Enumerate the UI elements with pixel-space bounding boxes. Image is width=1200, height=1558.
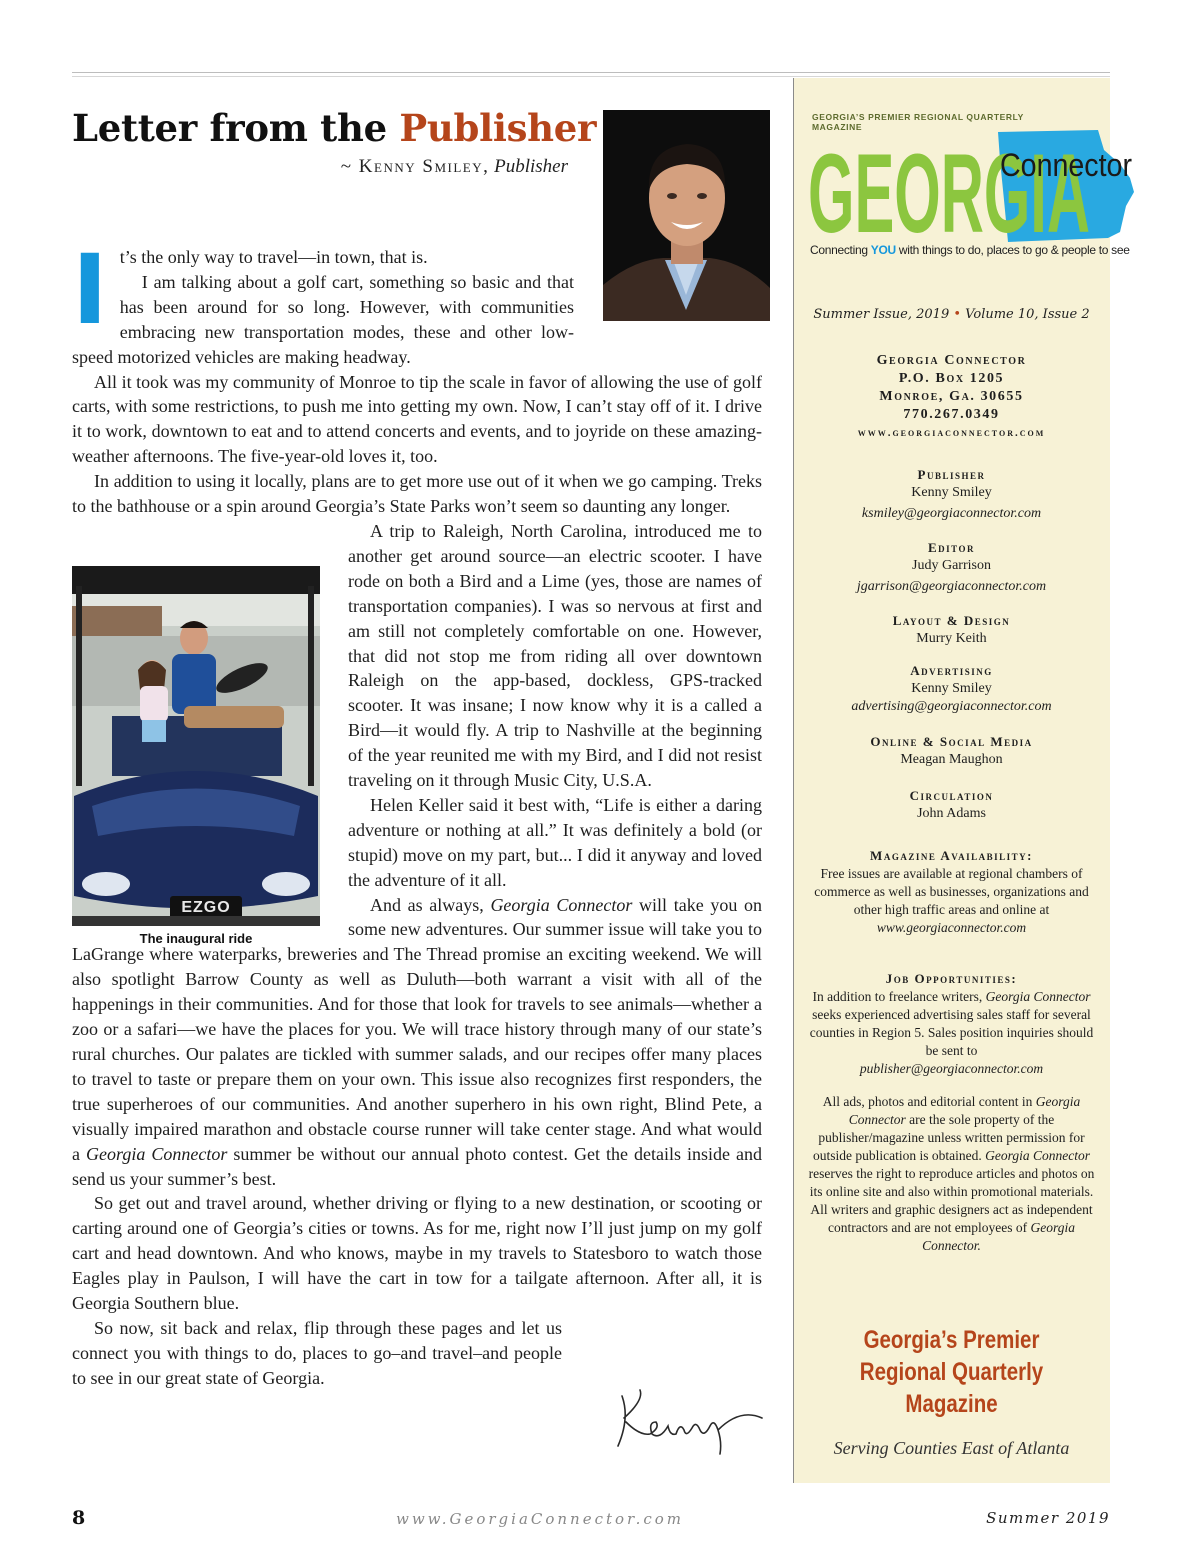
magazine-availability <box>808 847 1095 937</box>
letter-paragraph: I am talking about a golf cart, something so basic and that has been around for so long. However, with communities embracing new transportation modes, these and other low-speed motorized vehicles are making headway. <box>72 271 574 367</box>
staff-name: John Adams <box>917 806 986 821</box>
legal-notice <box>805 1093 1098 1255</box>
magazine-name: Georgia Connector <box>86 1143 228 1164</box>
staff-name: Judy Garrison <box>912 558 991 573</box>
mailing-address <box>793 352 1110 442</box>
magazine-name: Georgia Connector <box>848 1094 1081 1127</box>
address-website[interactable]: www.georgiaconnector.com <box>857 427 1046 439</box>
georgia-connector-logo <box>808 120 1138 250</box>
staff-online <box>793 733 1110 769</box>
staff-publisher <box>793 466 1110 523</box>
text-run: And as always, <box>370 894 491 915</box>
staff-role: Editor <box>927 540 975 555</box>
staff-advertising <box>793 662 1110 716</box>
availability-heading: Magazine Availability: <box>870 848 1033 863</box>
logo-subtitle: Connector <box>1000 147 1133 183</box>
masthead-sidebar <box>793 78 1110 1483</box>
address-box: P.O. Box 1205 <box>898 371 1005 386</box>
portrait-space <box>574 245 762 335</box>
text-run: are the sole property of the publisher/magazine unless written permission for outside publication is obtained. <box>813 1112 1085 1163</box>
staff-role: Online & Social Media <box>870 734 1033 749</box>
jobs-text <box>808 988 1095 1060</box>
page-number: 8 <box>72 1507 86 1529</box>
text-run: will take you on some new adventures. Our summer issue will take you to LaGrange where waterparks, breweries and The Thread promise an exciting weekend. We will also spotlight Barrow County as well as Duluth—both warrant a visit with all of the happenings in their communities. And for those that look for travels to see animals—whether a zoo or a safari—we have the places for you. We will trace history through many of our state’s rural churches. Our palates are tickled with summer salads, and our recipes offer many places to travel to taste or prepare them on your own. This issue also recognizes first responders, the true superheroes of our communities. And another superhero in his own right, Blind Pete, a visually impaired marathon and obstacle course runner will take center stage. And what would a <box>72 894 762 1164</box>
magazine-name: Georgia Connector <box>985 1148 1090 1163</box>
jobs-email[interactable]: publisher@georgiaconnector.com <box>859 1061 1044 1076</box>
text-run: seeks experienced advertising sales staff for several counties in Region 5. Sales position inquiries should be sent to <box>809 1007 1094 1058</box>
premier-slogan <box>822 1324 1082 1420</box>
letter-paragraph: All it took was my community of Monroe to tip the scale in favor of allowing the use of golf carts, with some restrictions, to push me into getting my own. Now, I can’t stay off of it. I drive it to work, downtown to eat and to attend concerts and events, and to joyride on these amazing-weather afternoons. The five-year-old loves it, too. <box>72 371 762 467</box>
text-run: All ads, photos and editorial content in <box>822 1094 1033 1109</box>
staff-circulation <box>793 787 1110 823</box>
footer-date: Summer 2019 <box>986 1509 1110 1527</box>
footer-url[interactable]: www.GeorgiaConnector.com <box>395 1510 685 1528</box>
staff-layout <box>793 612 1110 648</box>
magazine-name: Georgia Connector <box>985 989 1091 1004</box>
dropcap: I <box>72 234 108 346</box>
issue-info <box>793 307 1110 322</box>
address-city: Monroe, Ga. 30655 <box>879 389 1024 404</box>
photo-space <box>72 542 348 940</box>
staff-name: Kenny Smiley <box>911 485 992 500</box>
availability-url[interactable]: www.georgiaconnector.com <box>876 920 1027 935</box>
address-phone: 770.267.0349 <box>903 407 1000 422</box>
cart-badge: EZGO <box>181 899 231 916</box>
text-run: summer be without our annual photo contest. Get the details inside and send us your summer’s best. <box>72 1143 762 1189</box>
byline-name: ~ Kenny Smiley, <box>340 156 490 177</box>
letter-paragraph: So get out and travel around, whether driving or flying to a new destination, or scooting or carting around one of Georgia’s cities or towns. As for me, right now I’ll just jump on my golf cart and head downtown. And who knows, maybe in my travels to Statesboro to watch those Eagles play in Paulson, I will have the cart in tow for a tailgate afternoon. After all, it is Georgia Southern blue. <box>72 1193 762 1314</box>
staff-name: Murry Keith <box>916 631 987 646</box>
letter-paragraph: In addition to using it locally, plans are to get more use out of it when we go camping. Treks to the bathhouse or a spin around Georgia’s State Parks won’t seem so daunting any longer. <box>72 471 762 517</box>
byline <box>300 156 568 178</box>
job-opportunities <box>808 970 1095 1078</box>
slogan-text: with things to do, places to go & people to see <box>895 243 1130 257</box>
slogan-you: YOU <box>870 243 896 257</box>
masthead-slogan <box>810 243 1130 257</box>
staff-name: Kenny Smiley <box>911 681 992 696</box>
staff-role: Advertising <box>910 663 993 678</box>
magazine-name: Georgia Connector. <box>922 1220 1075 1253</box>
text-run: reserves the right to reproduce articles and photos on its online site and also within promotional materials. All writers and graphic designers act as independent contractors and are not employees of <box>808 1166 1095 1235</box>
logo-wordmark: GEORGIA <box>808 131 1090 250</box>
title-text: Letter from the <box>72 106 400 150</box>
letter-paragraph: A trip to Raleigh, North Carolina, introduced me to another get around source—an electric scooter. I have rode on both a Bird and a Lime (yes, those are names of transportation companies). I was so nervous at first and am still not completely comfortable on one. However, that did not stop me from riding all over downtown Raleigh on the app-based, dockless, GPS-tracked scooter. It was insane; I now know why it is a called a Bird—it would fly. A trip to Nashville at the beginning of the year reunited me with my Bird, and I did not resist traveling on it through Music City, U.S.A. <box>348 520 762 791</box>
staff-role: Circulation <box>909 788 994 803</box>
signature <box>600 1378 770 1458</box>
staff-email[interactable]: jgarrison@georgiaconnector.com <box>856 579 1047 594</box>
text-run: In addition to freelance writers, <box>812 989 986 1004</box>
letter-paragraph: So now, sit back and relax, flip through these pages and let us connect you with things to do, places to go–and travel–and people to see in our great state of Georgia. <box>72 1317 562 1388</box>
staff-editor <box>793 539 1110 596</box>
letter-paragraph: Helen Keller said it best with, “Life is either a daring adventure or nothing at all.” It was definitely a bold (or stupid) move on my part, but... I did it anyway and loved the adventure of it all. <box>348 794 762 890</box>
jobs-heading: Job Opportunities: <box>885 971 1018 986</box>
masthead-tagline: GEORGIA’S PREMIER REGIONAL QUARTERLY MAGAZINE <box>812 112 1024 132</box>
magazine-name: Georgia Connector <box>490 894 633 915</box>
availability-text: Free issues are available at regional chambers of commerce as well as businesses, organizations and other high traffic areas and online at <box>814 866 1089 917</box>
top-rule <box>72 72 1110 77</box>
staff-role: Publisher <box>917 467 986 482</box>
page-title <box>72 106 596 150</box>
issue-season: Summer Issue, 2019 <box>813 307 950 322</box>
issue-volume: Volume 10, Issue 2 <box>965 307 1090 322</box>
legal-text <box>805 1093 1098 1255</box>
signature-space <box>562 1316 762 1386</box>
staff-email[interactable]: advertising@georgiaconnector.com <box>851 699 1052 714</box>
title-accent: Publisher <box>399 106 597 150</box>
serving-counties: Serving Counties East of Atlanta <box>833 1438 1070 1458</box>
staff-role: Layout & Design <box>892 613 1011 628</box>
staff-name: Meagan Maughon <box>900 752 1003 767</box>
letter-paragraph: t’s the only way to travel—in town, that is. <box>119 247 428 267</box>
photo-caption: The inaugural ride <box>139 931 253 946</box>
slogan-text: Connecting <box>810 243 871 257</box>
premier-text: Georgia’s Premier Regional Quarterly Magazine <box>859 1326 1044 1418</box>
issue-separator: • <box>953 307 962 322</box>
staff-email[interactable]: ksmiley@georgiaconnector.com <box>861 506 1042 521</box>
byline-role: Publisher <box>494 156 568 177</box>
address-name: Georgia Connector <box>876 353 1027 368</box>
letter-body <box>72 234 762 1391</box>
